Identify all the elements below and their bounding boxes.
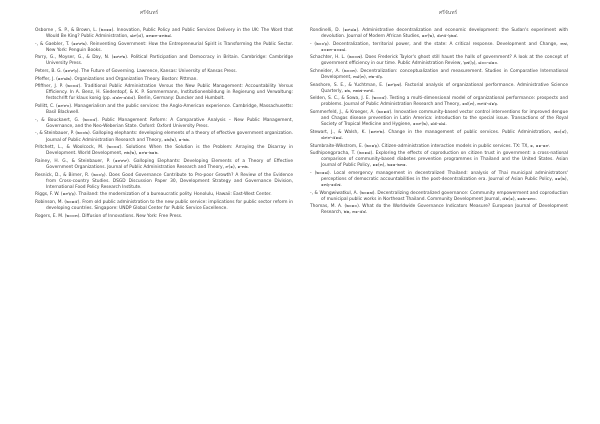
reference-entry: -, & Steinbauer, P. (๒๐๐๒). Galloping elephants: developing elements of a theory of effective government organization. Journal of Public Administration Research and Theory, ๑๒(๒), ๑-๒๒. [35, 131, 293, 143]
reference-entry: Rondinelli, D. (๑๙๘๑). Administrative decentralization and economic development: the Sudan's experiment with devolution. Journal of Modern African Studies, ๑๙(๒), ๕๙๕-๖๒๔. [310, 28, 568, 40]
reference-entry: Robinson, M. (๒๐๑๕). From old public administration to the new public service: implications for public sector reform in developing countries. Singapore: UNDP Global Center for Public Service Excellence. [35, 199, 293, 211]
reference-entry: Parry, G., Moyser, G., & Day, N. (๑๙๙๒). Political Participation and Democracy in Britain. Cambridge: Cambridge University Press. [35, 55, 293, 67]
reference-entry: -, & Gaebler, T. (๑๙๙๒). Reinventing Government: How the Entrepreneurial Spirit is Transforming the Public Sector. New York: Penguin Books. [35, 41, 293, 53]
reference-entry: Pritchett, L., & Woolcock, M. (๒๐๐๔). Solutions When the Solution is the Problem: Arraying the Disarray in Development. World Development, ๓๒(๒), ๑๙๑-๒๑๒. [35, 145, 293, 157]
reference-entry: Seashore, S. E., & Yuchtman, E. (๑๙๖๗). Factorial analysis of organizational performance. Administrative Science Quarterly, ๑๒, ๓๗๗-๓๙๕. [310, 82, 568, 94]
reference-entry: Rainey, H. G., & Steinbauer, P. (๑๙๙๙). Galloping Elephants: Developing Elements of a Theory of Effective Government Organizations. Journal of Public Administration Research and Theory, ๙(๑), ๑-๓๒. [35, 158, 293, 170]
references-column-right [310, 28, 568, 218]
reference-entry: Sommerfeld, J., & Kroeger, A. (๒๐๑๕). Innovative community-based vector control interventions for improved dengue and Chagas disease prevention in Latin America: introduction to the special issue. Transactions of the Royal Society of Tropical Medicine and Hygiene, ๑๐๙(๒), ๘๕-๘๘. [310, 110, 568, 128]
reference-entry: Selden, S. C., & Sowa, J. E. (๒๐๐๔). Testing a multi-dimensional model of organizational performance: prospects and problems. Journal of Public Administration Research and Theory, ๑๔(๓), ๓๙๕-๔๑๖. [310, 96, 568, 108]
reference-entry: Resnick, D., & Birner, R. (๒๐๐๖). Does Good Governance Contribute to Pro-poor Growth? A Review of the Evidence from Cross-country Studies. DSGD Discussion Paper 30, Development Strategy and Governance Division, International Food Policy Research Institute. [35, 172, 293, 190]
reference-entry: Stumbraite-Wikstrom, E. (๒๐๑๖). Citizen-administration interaction models in public services. TX: TX, ๑, ๑๑-๑๙. [310, 143, 551, 149]
reference-entry: -, & Bouckaert, G. (๒๐๐๔). Public Management Reform: A Comparative Analysis – New Public Management, Governance, and the Neo-Weberian State. Oxford: Oxford University Press. [35, 117, 293, 129]
page-header-left: ศรีจันทร์ [140, 10, 159, 16]
reference-entry: -, & Wongwiwatkul, A. (๒๐๑๗). Decentralizing decentralized governance: Community empowerment and coproduction of municipal public works in Northeast Thailand. Community Development Journal, ๕๒(๑), ๑๑๒-๑๓๐. [310, 190, 568, 202]
references-column-left [35, 28, 293, 221]
reference-entry: - (๒๐๐๖). Decentralization, territorial power, and the state: A critical response. Development and Change, ๓๗, ๑๐๑๓-๑๐๑๘. [310, 41, 568, 53]
reference-entry: Rogers, E. M. (๒๐๐๓). Diffusion of Innovations. New York: Free Press. [35, 213, 183, 219]
reference-entry: Pollitt, C. (๑๙๙๐). Managerialism and the public services: the Anglo-American experience. Cambridge, Massachusetts: Basil Blackwell. [35, 104, 293, 116]
page-header-right: ศรีจันทร์ [439, 10, 458, 16]
reference-entry: Sudhipongpracha, T. (๒๐๑๘). Exploring the effects of coproduction on citizen trust in government: a cross-national comparison of community-based diabetes prevention programmes in Thailand and the United States. Asian Journal of Public Policy, ๑๑(๓), ๒๑๑-๒๓๑. [310, 151, 568, 169]
reference-entry: Pfiffner, J. P. (๒๐๐๔). Traditional Public Administration Versus the New Public Management: Accountability Versus Efficiency. In A. Benz, H. Siedentopf, & K. P. Sommermann, Institutionenbildung in Regierung und Verwaltung: festschrift fur klaus konig (pp. ๔๔๓-๔๕๔). Berlin, Germany: Duncker and Humbolt. [35, 84, 293, 102]
reference-entry: Schachter, H. L. (๒๐๐๗). Does Frederick Taylor's ghost still haunt the halls of government? A look at the concept of government efficiency in our time. Public Administration Review, ๖๗(๖), ๘๐๐-๘๑๐. [310, 55, 568, 67]
reference-entry: Schneider, A. (๒๐๐๓). Decentralization: conceptualization and measurement. Studies in Comparative International Development, ๓๘(๓), ๓๒-๕๖. [310, 69, 568, 81]
reference-entry: Peters, B. G. (๑๙๙๖). The Future of Governing. Lawrence, Kansas: University of Kansas Press. [35, 69, 237, 75]
reference-entry: Stewart, J., & Walsh, K. (๑๙๙๒). Change in the management of public services. Public Administration, ๗๐(๔), ๔๙๙-๕๑๘. [310, 129, 568, 141]
reference-entry: Riggs, F. W. (๑๙๖๖). Thailand: the modernization of a bureaucratic polity. Honolulu, Hawaii: East-West Center. [35, 192, 272, 198]
reference-entry: Pfeffer, J. (๑๙๘๒). Organizations and Organization Theory. Boston: Pittman. [35, 76, 198, 82]
reference-entry: Osborne , S. P., & Brown, L. (๒๐๑๑). Innovation, Public Policy and Public Services Delivery in the UK: The Word that Would Be King? Public Administration, ๘๙(๔), ๑๓๑๓-๑๓๒๘. [35, 28, 293, 40]
reference-entry: Thomas, M. A. (๒๐๑๐). What do the Worldwide Governance Indicators Measure? European Journal of Development Research, ๒๒, ๓๑-๕๔. [310, 204, 568, 216]
reference-entry: - (๒๐๑๘). Local emergency management in decentralized Thailand: analysis of Thai municipal administrators' perceptions of democratic accountabilities in the post-decentralization era. Journal of Asian Public Policy, ๑๑(๒), ๑๓๖-๑๕๗. [310, 170, 568, 189]
